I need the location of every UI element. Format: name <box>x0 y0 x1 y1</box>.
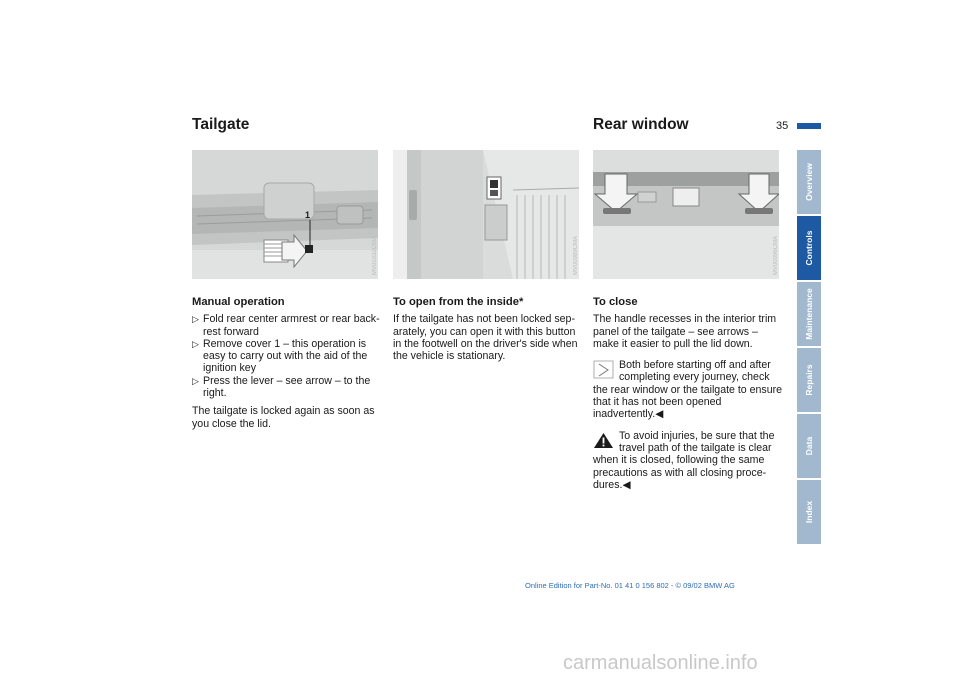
to-close-heading: To close <box>593 296 638 308</box>
figure-callout-1: 1 <box>305 210 311 220</box>
footer-edition-note: Online Edition for Part-No. 01 41 0 156 802 - © 09/02 BMW AG <box>525 581 735 590</box>
manual-operation-heading: Manual operation <box>192 296 285 308</box>
open-inside-section <box>393 296 583 368</box>
paragraph: The handle recesses in the interior trim panel of the tailgate – see arrows – make it easier to pull the lid down. <box>593 313 777 350</box>
warning-note: To avoid injuries, be sure that the travel path of the tailgate is clear when it is closed, following the same precautions as with all closing proce-dures.◀ <box>593 429 775 491</box>
bullet-arrow-icon: ▷ <box>192 375 199 386</box>
warning-triangle-icon <box>593 431 614 450</box>
paragraph: If the tailgate has not been locked sep-arately, you can open it with this button in the footwell on the driver's side when the vehicle is stationary. <box>393 313 578 363</box>
bullet-arrow-icon: ▷ <box>192 314 199 325</box>
manual-operation-section <box>192 296 382 436</box>
section-tabs <box>797 150 821 546</box>
check-note: Both before starting off and after completing every journey, check the rear window or the tailgate to ensure that it has not been opened inadvertently.◀ <box>593 359 783 421</box>
tab-maintenance[interactable]: Maintenance <box>797 282 821 346</box>
figure-footwell-button <box>393 150 579 279</box>
figure-code: MV01032CMA <box>372 236 378 276</box>
watermark: carmanualsonline.info <box>563 652 758 674</box>
note-arrow-icon <box>593 360 614 379</box>
tab-overview[interactable]: Overview <box>797 150 821 214</box>
page-number: 35 <box>776 120 789 132</box>
list-item: ▷ Remove cover 1 – this operation is easy to carry out with the aid of the ignition key <box>192 337 368 375</box>
tab-index[interactable]: Index <box>797 480 821 544</box>
open-inside-heading: To open from the inside* <box>393 296 524 308</box>
section-title-rear-window: Rear window <box>593 116 689 133</box>
figure-code: MV00989CMA <box>573 236 579 276</box>
list-item: ▷ Fold rear center armrest or rear back-rest forward <box>192 313 380 338</box>
paragraph: The tailgate is locked again as soon as you close the lid. <box>192 405 375 430</box>
tab-repairs[interactable]: Repairs <box>797 348 821 412</box>
list-item: ▷ Press the lever – see arrow – to the right. <box>192 374 371 400</box>
bullet-arrow-icon: ▷ <box>192 338 199 349</box>
figure-armrest-cover <box>192 150 378 279</box>
figure-code: MV00096CMA <box>773 236 779 276</box>
tab-data[interactable]: Data <box>797 414 821 478</box>
section-title-tailgate: Tailgate <box>192 116 250 133</box>
tab-controls[interactable]: Controls <box>797 216 821 280</box>
page-number-bar <box>797 123 821 129</box>
figure-handle-recesses <box>593 150 779 279</box>
to-close-section <box>593 296 783 491</box>
